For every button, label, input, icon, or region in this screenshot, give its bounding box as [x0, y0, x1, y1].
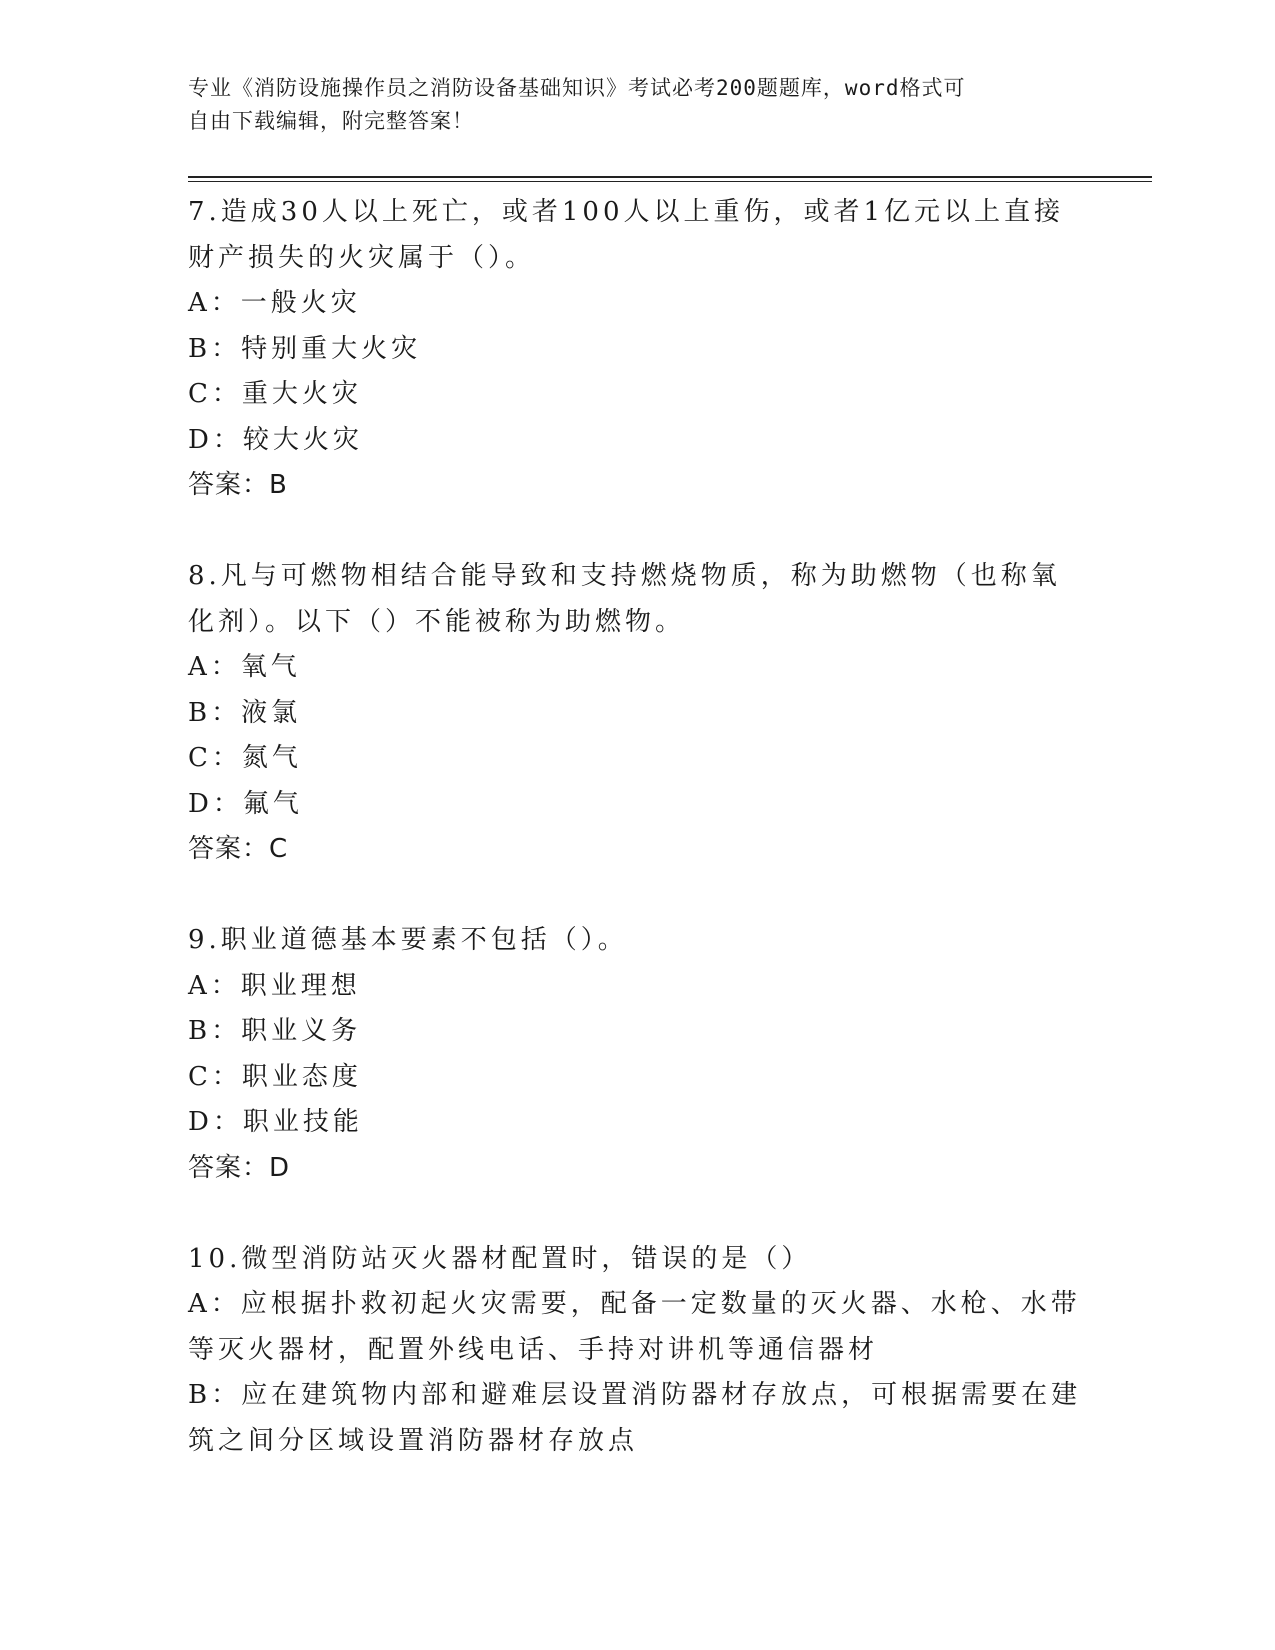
option-b: B：液氯 — [188, 697, 302, 728]
question-text: 7.造成30人以上死亡，或者100人以上重伤，或者1亿元以上直接财产损失的火灾属于（）。 — [188, 197, 1065, 273]
option-b: B：职业义务 — [188, 1016, 362, 1046]
option-b: B：特别重大火灾 — [188, 333, 422, 364]
question-item — [188, 918, 1088, 1191]
answer-text: 答案：D — [188, 1152, 291, 1183]
question-text: 9.职业道德基本要素不包括（）。 — [188, 925, 628, 955]
header-divider-thin — [188, 181, 1152, 182]
header-divider-thick — [188, 176, 1152, 178]
option-d: D：氟气 — [188, 788, 303, 819]
question-item — [188, 554, 1088, 872]
option-d: D：职业技能 — [188, 1107, 363, 1137]
document-header — [188, 72, 1078, 138]
option-c: C：职业态度 — [188, 1061, 362, 1092]
answer-text: 答案：C — [188, 834, 289, 864]
question-text: 8.凡与可燃物相结合能导致和支持燃烧物质，称为助燃物（也称氧化剂）。以下（）不能被称为助燃物。 — [188, 561, 1061, 637]
option-c: C：氮气 — [188, 743, 302, 773]
header-line-2: 自由下载编辑，附完整答案！ — [188, 109, 474, 133]
option-a: A：应根据扑救初起火灾需要，配备一定数量的灭火器、水枪、水带等灭火器材，配置外线电话、手持对讲机等通信器材 — [188, 1289, 1081, 1365]
answer-text: 答案：B — [188, 470, 288, 500]
option-a: A：一般火灾 — [188, 288, 361, 318]
option-a: A：氧气 — [188, 652, 301, 682]
question-item — [188, 1237, 1088, 1465]
header-line-1: 专业《消防设施操作员之消防设备基础知识》考试必考200题题库，word格式可 — [188, 76, 966, 100]
question-list — [188, 190, 1088, 1510]
question-item — [188, 190, 1088, 508]
option-d: D：较大火灾 — [188, 424, 363, 455]
option-a: A：职业理想 — [188, 970, 361, 1001]
option-c: C：重大火灾 — [188, 379, 362, 409]
question-text: 10.微型消防站灭火器材配置时，错误的是（） — [188, 1243, 812, 1274]
option-b: B：应在建筑物内部和避难层设置消防器材存放点，可根据需要在建筑之间分区域设置消防器材存放点 — [188, 1380, 1082, 1456]
